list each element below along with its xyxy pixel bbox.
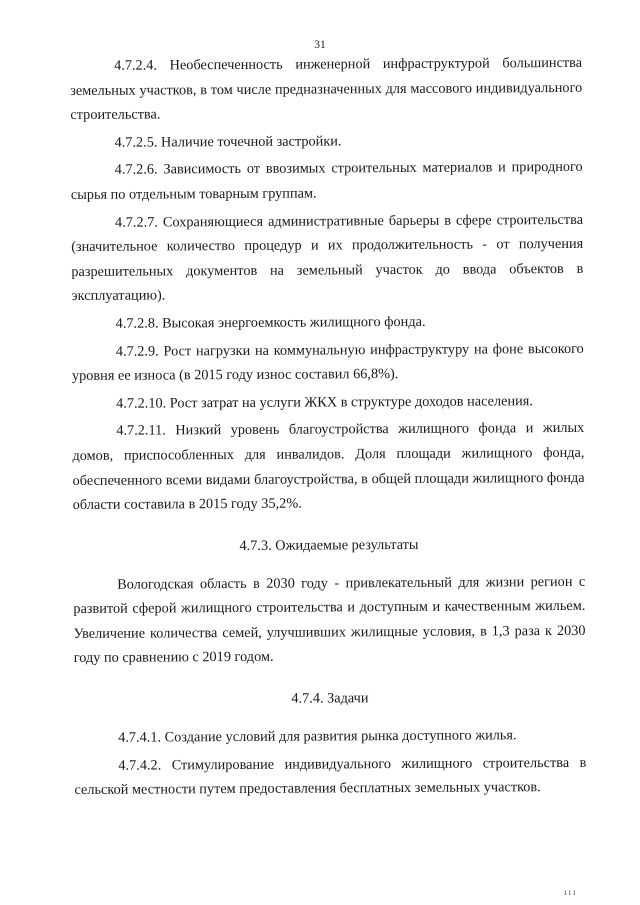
page-number: 31	[314, 39, 326, 51]
paragraph-4-7-2-8: 4.7.2.8. Высокая энергоемкость жилищного фонда.	[115, 313, 426, 332]
paragraph-4-7-2-7: 4.7.2.7. Сохраняющиеся административные барьеры в сфере строительства (значительное количество процедур и их продолжительность - от получения разрешительных документов на земельный участок до ввода объектов в эксплуатацию).	[71, 211, 584, 305]
paragraph-expected-results: Вологодская область в 2030 году - привлекательный для жизни регион с развитой сферой жилищного строительства и доступным и качественным жильем. Увеличение количества семей, улучшивших жилищные условия, в 1,3 раза к 2030 году по сравнению с 2019 годом.	[73, 573, 586, 667]
footer-mark: ııı	[564, 887, 578, 897]
paragraph-4-7-2-11: 4.7.2.11. Низкий уровень благоустройства жилищного фонда и жилых домов, приспособленных для инвалидов. Доля площади жилищного фонда, обеспеченного всеми видами благоустройства, в общей площади жилищного фонда области составила в 2015 году 35,2%.	[72, 420, 585, 514]
paragraph-4-7-2-6: 4.7.2.6. Зависимость от ввозимых строительных материалов и природного сырья по отдельным товарным группам.	[70, 159, 583, 203]
paragraph-4-7-2-9: 4.7.2.9. Рост нагрузки на коммунальную инфраструктуру на фоне высокого уровня ее износа (в 2015 году износ составил 66,8%).	[71, 340, 584, 385]
heading-expected-results: 4.7.3. Ожидаемые результаты	[239, 536, 419, 554]
paragraph-task-4-7-4-2: 4.7.4.2. Стимулирование индивидуального жилищного строительства в сельской местности путем предоставления бесплатных земельных участков.	[74, 754, 587, 799]
paragraph-4-7-2-5: 4.7.2.5. Наличие точечной застройки.	[114, 133, 342, 151]
paragraph-4-7-2-4: 4.7.2.4. Необеспеченность инженерной инфраструктурой большинства земельных участков, в том числе предназначенных для массового индивидуального строительства.	[70, 54, 583, 124]
document-body	[70, 51, 587, 803]
paragraph-4-7-2-10: 4.7.2.10. Рост затрат на услуги ЖКХ в структуре доходов населения.	[116, 392, 533, 412]
heading-tasks: 4.7.4. Задачи	[291, 690, 369, 707]
paragraph-task-4-7-4-1: 4.7.4.1. Создание условий для развития рынка доступного жилья.	[118, 727, 517, 746]
